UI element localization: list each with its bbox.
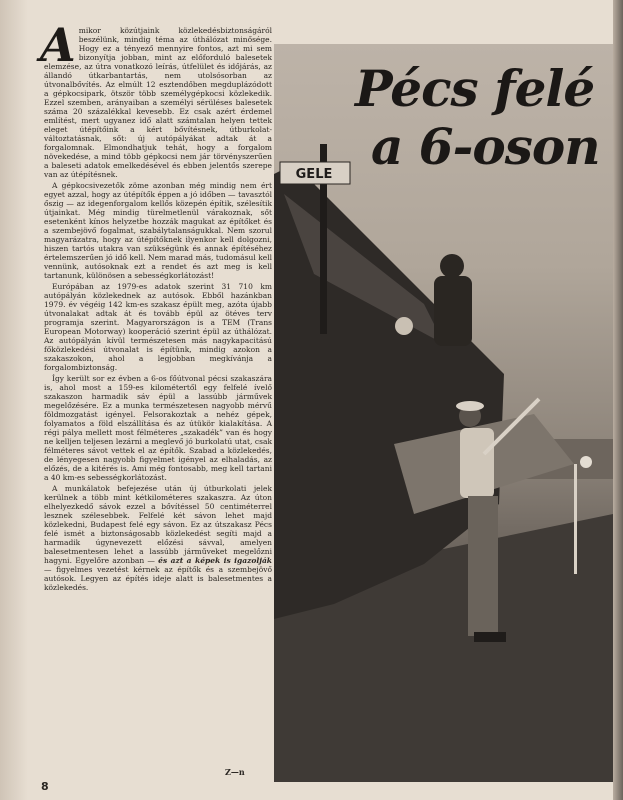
worker-trousers <box>468 496 498 636</box>
background-post <box>574 464 577 574</box>
article-headline <box>355 60 615 176</box>
paragraph-5-text: A munkálatok befejezése után új útburkolati jelek kerülnek a több mint kétkilométeres szakaszra. Az úton elhelyezkedő sávok ezzel a bővítéssel 50 centiméterrel lesznek szélesebbek. Felfelé két sávon lehet majd közlekedni, Budapest felé egy sávon. Ez az útszakasz Pécs felé ismét a biztonságosabb közlekedést segíti majd a harmadik úgynevezett előzési sávval, amelyen balesetmentesen lehet a lassúbb járműveket megelőzni hagyni. Egyelőre azonban — <box>44 484 272 565</box>
article-text-column <box>40 18 273 766</box>
background-sign <box>580 456 592 468</box>
article-paragraph-5 <box>44 484 272 592</box>
paragraph-6-text: — figyelmes vezetést kérnek az építők és a szembejövő autósok. Legyen az építés ideje alatt is balesetmentes a közlekedés. <box>44 565 272 592</box>
machine-sign-text: GELE <box>295 167 333 182</box>
author-signature: Z—n <box>225 767 245 777</box>
article-paragraph-1: mikor közútjaink közlekedésbiztonságáról beszélünk, mindig téma az úthálózat minősége. Hogy ez a tényező mennyire fontos, azt mi sem bizonyítja jobban, mint az előforduló balesetek elemzése, az útra vonatkozó leírás, útfelület és időjárás, az állandó útkarbantartás, nem utolsósorban az útvonalbővítés. Az elmúlt 12 esztendőben megduplázódott a gépkocsipark, ötször több személygépkocsi közlekedik. Ezzel szemben, arányaiban a személyi sérüléses balesetek száma 20 százalékkal kevesebb. Ez csak azért érdemel említést, mert ugyanez idő alatt számtalan helyen tettek eleget útépítőink a kért bővítésnek, útburkolat-változtatásnak, sőt: új autópályákat adtak át a forgalomnak. Elmondhatjuk tehát, hogy a forgalom növekedése, a mind több gépkocsi nem jár törvényszerűen a baleseti adatok emelkedésével és ebben jelentős szerepe van az útépítésnek. <box>44 26 272 179</box>
operator-head <box>440 254 464 278</box>
worker-boots <box>474 632 506 642</box>
machine-light <box>395 317 413 335</box>
drop-cap: A <box>40 18 76 72</box>
worker-shirt <box>460 428 494 498</box>
headline-line-1: Pécs felé <box>355 59 595 118</box>
headline-line-2: a 6-oson <box>371 117 600 176</box>
page-edge-right <box>613 0 623 800</box>
operator-body <box>434 276 472 346</box>
emphasis-text: és azt a képek is igazolják <box>158 556 273 565</box>
page-number: 8 <box>41 780 49 793</box>
worker-cap <box>456 401 484 411</box>
article-paragraph-2: A gépkocsivezetők zöme azonban még mindig nem ért egyet azzal, hogy az útépítők éppen a jó időben — tavasztól őszig — az idegenforgalom kellős közepén építik, szélesítik útjainkat. Még mindig türelmetlenül várakoznak, sőt esetenként kínos helyzetbe hozzák magukat az építőket és a szembejövő fogalmat, szabálytalanságukkal. Nem szorul magyarázatra, hogy az útépítőknek ilyenkor kell dolgozni, hiszen tartós utakra van szükségünk és annak építéséhez értelemszerűen jó idő kell. Nem marad más, tudomásul kell vennünk, autósoknak ezt a rendet és azt meg is kell tartanunk, különösen a sebességkorlátozást! <box>44 181 272 280</box>
article-paragraph-4: Így került sor ez évben a 6-os főútvonal pécsi szakaszára is, ahol most a 159-es kilométertől egy felfelé ívelő szakaszon harmadik sáv épül a lassúbb járművek megelőzésére. Ez a munka természetesen nagyobb mérvű földmozgatást igényel. Felsorakoztak a nehéz gépek, folyamatos a föld elszállítása és az útükör kialakítása. A régi pálya mellett most félméteres „szakadék” van és hogy ne kelljen teljesen lezárni a meglevő jó burkolatú utat, csak félméteres sávot vettek el az építők. Szabad a közlekedés, de lényegesen nagyobb figyelmet igényel az elhaladás, az előzés, de a kitérés is. Ami még fontosabb, meg kell tartani a 40 km-es sebességkorlátozást. <box>44 374 272 482</box>
article-paragraph-3: Európában az 1979-es adatok szerint 31 710 km autópályán közlekednek az autósok. Ebből hazánkban 1979. év végéig 142 km-es szakasz épült meg, azóta újabb útvonalakat adtak át és tovább épül az ötéves terv programja szerint. Magyarországon is a TEM (Trans European Motorway) kooperáció szerint épül az úthálózat. Az autópályán kívül természetesen más nagykapacitású főközlekedési útvonalat is építünk, mindig azokon a szakaszokon, ahol a legjobban megkívánja a forgalombiztonság. <box>44 282 272 372</box>
page-edge-shadow <box>0 0 28 800</box>
